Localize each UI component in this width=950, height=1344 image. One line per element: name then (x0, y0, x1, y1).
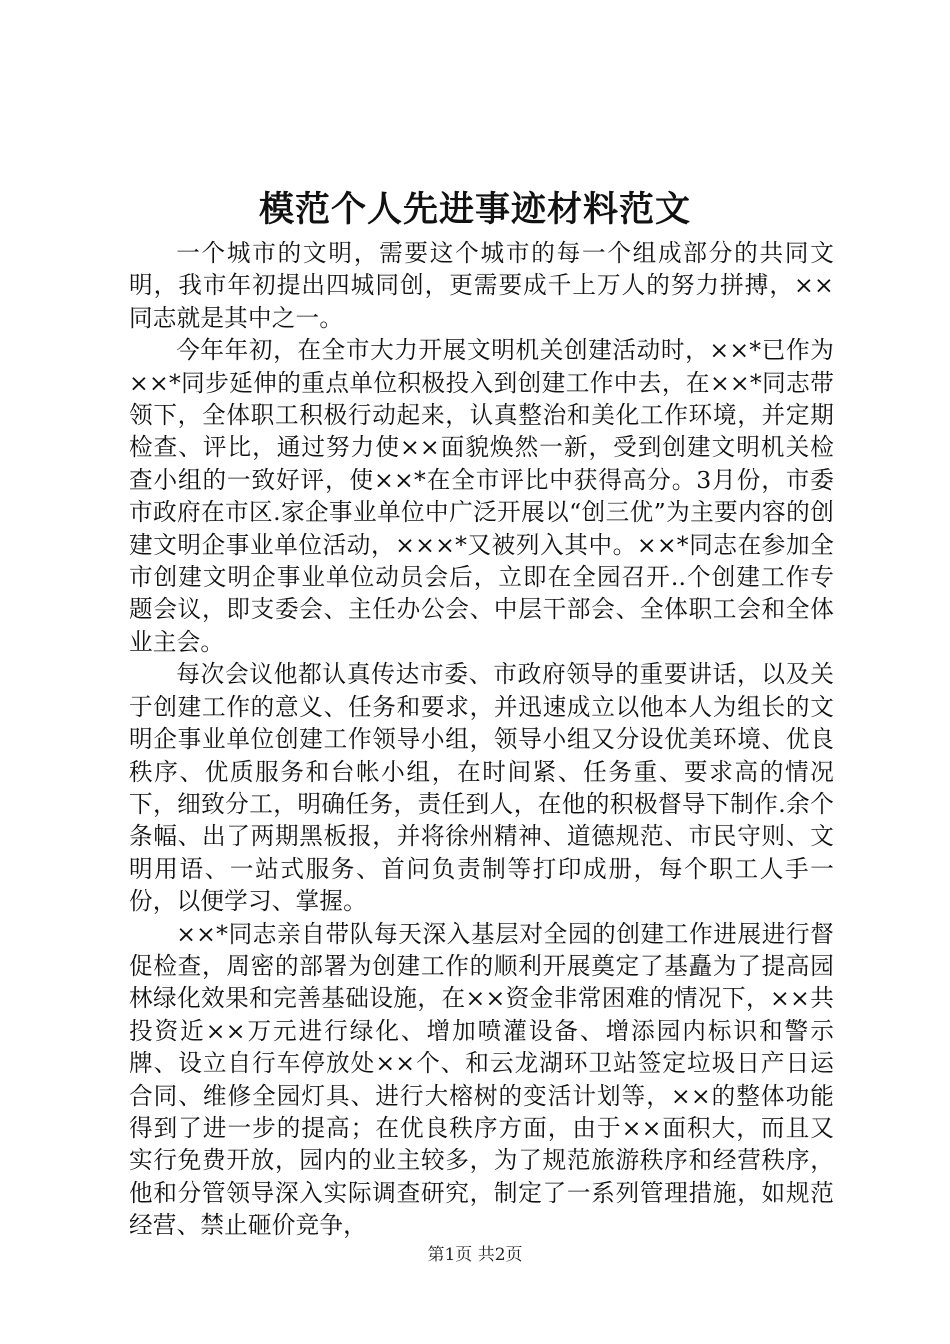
paragraph: 每次会议他都认真传达市委、市政府领导的重要讲话，以及关于创建工作的意义、任务和要求，并迅速成立以他本人为组长的文明企事业单位创建工作领导小组，领导小组又分设优美环境、优良秩序、优质服务和台帐小组，在时间紧、任务重、要求高的情况下，细致分工，明确任务，责任到人，在他的积极督导下制作.余个条幅、出了两期黑板报，并将徐州精神、道德规范、市民守则、文明用语、一站式服务、首问负责制等打印成册，每个职工人手一份，以便学习、掌握。 (129, 660, 834, 916)
paragraph: 一个城市的文明，需要这个城市的每一个组成部分的共同文明，我市年初提出四城同创，更需要成千上万人的努力拼搏，××同志就是其中之一。 (129, 239, 834, 332)
page-footer: 第1页 共2页 (427, 1245, 523, 1265)
paragraph: ××*同志亲自带队每天深入基层对全园的创建工作进展进行督促检查，周密的部署为创建工作的顺利开展奠定了基矗为了提高园林绿化效果和完善基础设施，在××资金非常困难的情况下，××共投资近××万元进行绿化、增加喷灌设备、增添园内标识和警示牌、设立自行车停放处××个、和云龙湖环卫站签定垃圾日产日运合同、维修全园灯具、进行大榕树的变活计划等，××的整体功能得到了进一步的提高；在优良秩序方面，由于××面积大，而且又实行免费开放，园内的业主较多，为了规范旅游秩序和经营秩序，他和分管领导深入实际调查研究，制定了一系列管理措施，如规范经营、禁止砸价竞争， (129, 919, 834, 1240)
paragraph: 今年年初，在全市大力开展文明机关创建活动时，××*已作为××*同步延伸的重点单位积极投入到创建工作中去，在××*同志带领下，全体职工积极行动起来，认真整治和美化工作环境，并定期检查、评比，通过努力使××面貌焕然一新，受到创建文明机关检查小组的一致好评，使××*在全市评比中获得高分。3月份，市委市政府在市区.家企事业单位中广泛开展以“创三优”为主要内容的创建文明企事业单位活动，×××*又被列入其中。××*同志在参加全市创建文明企事业单位动员会后，立即在全园召开..个创建工作专题会议，即支委会、主任办公会、中层干部会、全体职工会和全体业主会。 (129, 336, 834, 656)
document-title: 模范个人先进事迹材料范文 (258, 189, 691, 230)
document-body (129, 237, 834, 1242)
